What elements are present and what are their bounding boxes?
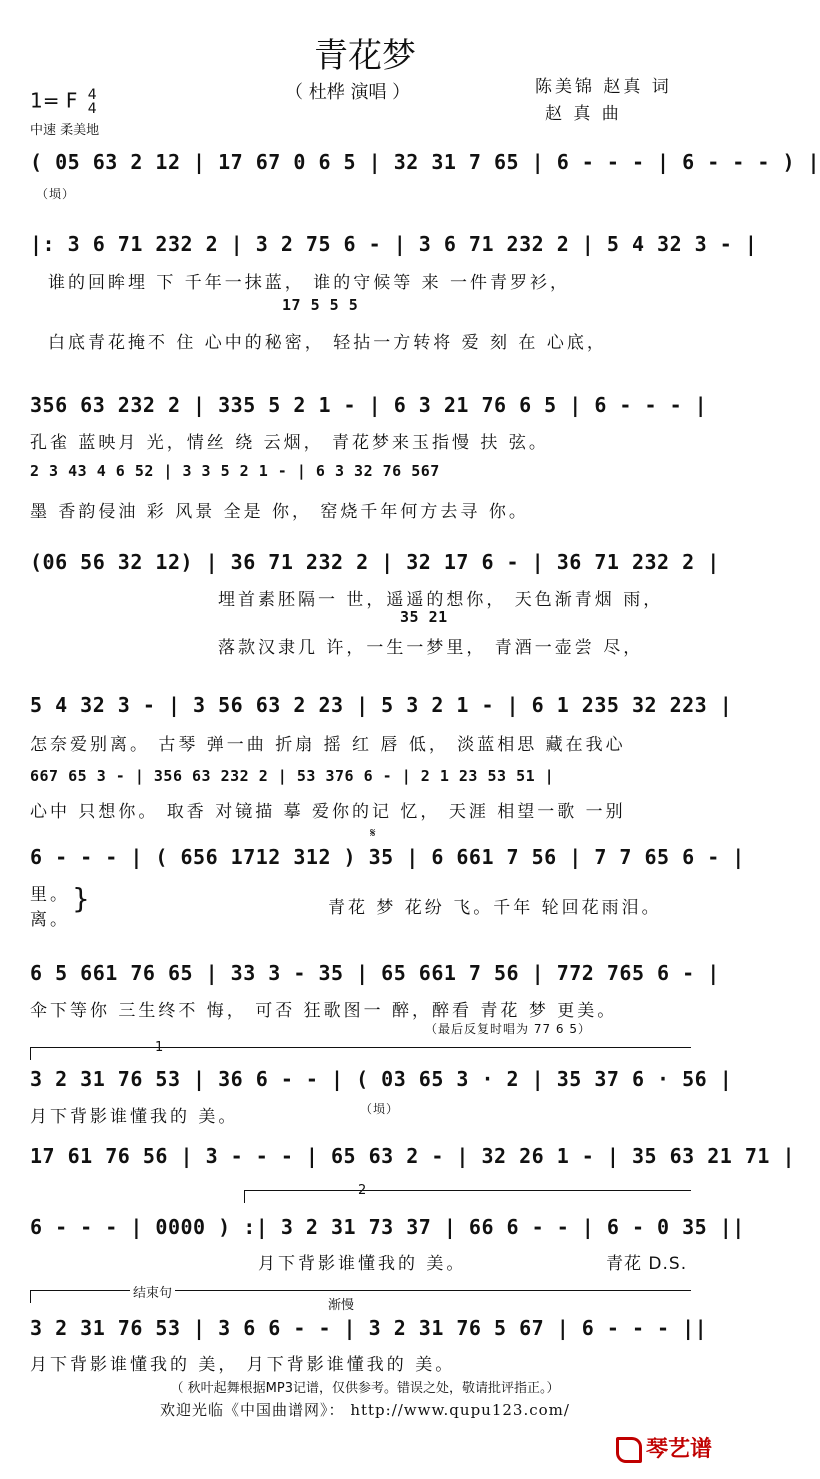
lyricist-credit: 陈美锦 赵真 词 xyxy=(535,77,672,97)
score-line-3: 356 63 232 2 | 335 5 2 1 - | 6 3 21 76 6 5 | 6 - - - | xyxy=(30,393,708,417)
xun-annotation-2: （埙） xyxy=(360,1102,400,1116)
lyric-line-5b: 心中 只想你。 取香 对镜描 摹 爱你的记 忆， 天涯 相望一歌 一别 xyxy=(30,802,626,822)
time-signature: 4 4 xyxy=(87,87,97,117)
variant-notes-5: 667 65 3 - | 356 63 232 2 | 53 376 6 - | 2 1 23 53 51 | xyxy=(30,767,555,785)
logo-icon xyxy=(616,1437,642,1463)
score-line-5: 5 4 32 3 - | 3 56 63 2 23 | 5 3 2 1 - | 6 1 235 32 223 | xyxy=(30,693,733,717)
brand-logo: 琴艺谱 xyxy=(616,1432,712,1463)
brace: } xyxy=(72,882,90,915)
key-signature xyxy=(30,88,97,116)
xun-annotation-1: （埙） xyxy=(36,187,76,201)
song-title: 青花梦 xyxy=(314,36,416,76)
lyric-line-3a: 孔雀 蓝映月 光，情丝 绕 云烟， 青花梦来玉指慢 扶 弦。 xyxy=(30,433,549,453)
lyric-line-6b: 离。 xyxy=(30,910,70,930)
site-credit: 欢迎光临《中国曲谱网》： http://www.qupu123.com/ xyxy=(160,1401,570,1419)
repeat-note: （最后反复时唱为 77 6 5） xyxy=(425,1022,591,1036)
variant-notes-3: 2 3 43 4 6 52 | 3 3 5 2 1 - | 6 3 32 76 567 xyxy=(30,462,440,480)
score-line-11: 3 2 31 76 53 | 3 6 6 - - | 3 2 31 76 5 67 | 6 - - - || xyxy=(30,1316,708,1340)
lyric-line-4a: 埋首素胚隔一 世，遥遥的想你， 天色渐青烟 雨， xyxy=(218,590,664,610)
lyric-line-10: 月下背影谁懂我的 美。 xyxy=(258,1254,467,1274)
ritardando-label: 渐慢 xyxy=(328,1298,355,1313)
score-line-9: 17 61 76 56 | 3 - - - | 65 63 2 - | 32 26 1 - | 35 63 21 71 | xyxy=(30,1144,796,1168)
lyric-line-6c: 青花 梦 花纷 飞。千年 轮回花雨泪。 xyxy=(328,898,662,918)
ds-marking: 青花 D.S. xyxy=(606,1254,688,1274)
lyric-line-4b: 落款汉隶几 许，一生一梦里， 青酒一壶尝 尽， xyxy=(218,638,644,658)
performer: （ 杜桦 演唱 ） xyxy=(285,82,411,103)
score-line-1: ( 05 63 2 12 | 17 67 0 6 5 | 32 31 7 65 | 6 - - - | 6 - - - ) | xyxy=(30,150,820,174)
transcriber-note: （ 秋叶起舞根据MP3记谱，仅供参考。错误之处，敬请批评指正。） xyxy=(170,1381,560,1396)
lyric-line-7: 伞下等你 三生终不 悔， 可否 狂歌图一 醉，醉看 青花 梦 更美。 xyxy=(30,1001,618,1021)
score-line-4: (06 56 32 12) | 36 71 232 2 | 32 17 6 - | 36 71 232 2 | xyxy=(30,550,720,574)
lyric-line-11: 月下背影谁懂我的 美， 月下背影谁懂我的 美。 xyxy=(30,1355,456,1375)
lyric-line-6a: 里。 xyxy=(30,885,70,905)
lyric-line-2a: 谁的回眸埋 下 千年一抹蓝， 谁的守候等 来 一件青罗衫， xyxy=(48,273,571,293)
score-line-10: 6 - - - | 0000 ) :| 3 2 31 73 37 | 66 6 - - | 6 - 0 35 || xyxy=(30,1215,745,1239)
volta-1-label: 1 xyxy=(155,1040,164,1055)
volta-2-label: 2 xyxy=(358,1183,367,1198)
key-label: 1= F xyxy=(30,88,78,113)
lyric-line-2b: 白底青花掩不 住 心中的秘密， 轻拈一方转将 爱 刻 在 心底， xyxy=(48,333,607,353)
score-line-6: 6 - - - | ( 656 1712 312 ) 35 | 6 661 7 56 | 7 7 65 6 - | xyxy=(30,845,745,869)
lyric-line-8: 月下背影谁懂我的 美。 xyxy=(30,1107,239,1127)
composer-credit: 赵 真 曲 xyxy=(545,104,622,124)
volta-2-bracket xyxy=(244,1190,691,1203)
score-line-7: 6 5 661 76 65 | 33 3 - 35 | 65 661 7 56 | 772 765 6 - | xyxy=(30,961,720,985)
lyric-line-5a: 怎奈爱别离。 古琴 弹一曲 折扇 摇 红 唇 低， 淡蓝相思 藏在我心 xyxy=(30,735,626,755)
volta-1-bracket xyxy=(30,1047,691,1060)
lyric-line-3b: 墨 香韵侵油 彩 风景 全是 你， 窑烧千年何方去寻 你。 xyxy=(30,502,529,522)
ending-label: 结束句 xyxy=(130,1282,175,1301)
tempo-marking: 中速 柔美地 xyxy=(30,123,100,138)
score-line-8: 3 2 31 76 53 | 36 6 - - | ( 03 65 3 · 2 | 35 37 6 · 56 | xyxy=(30,1067,733,1091)
segno-mark: 𝄋 xyxy=(370,826,376,841)
variant-notes-4: 35 21 xyxy=(400,608,448,626)
variant-notes-2: 17 5 5 5 xyxy=(282,296,359,314)
score-line-2: |: 3 6 71 232 2 | 3 2 75 6 - | 3 6 71 232 2 | 5 4 32 3 - | xyxy=(30,232,758,256)
